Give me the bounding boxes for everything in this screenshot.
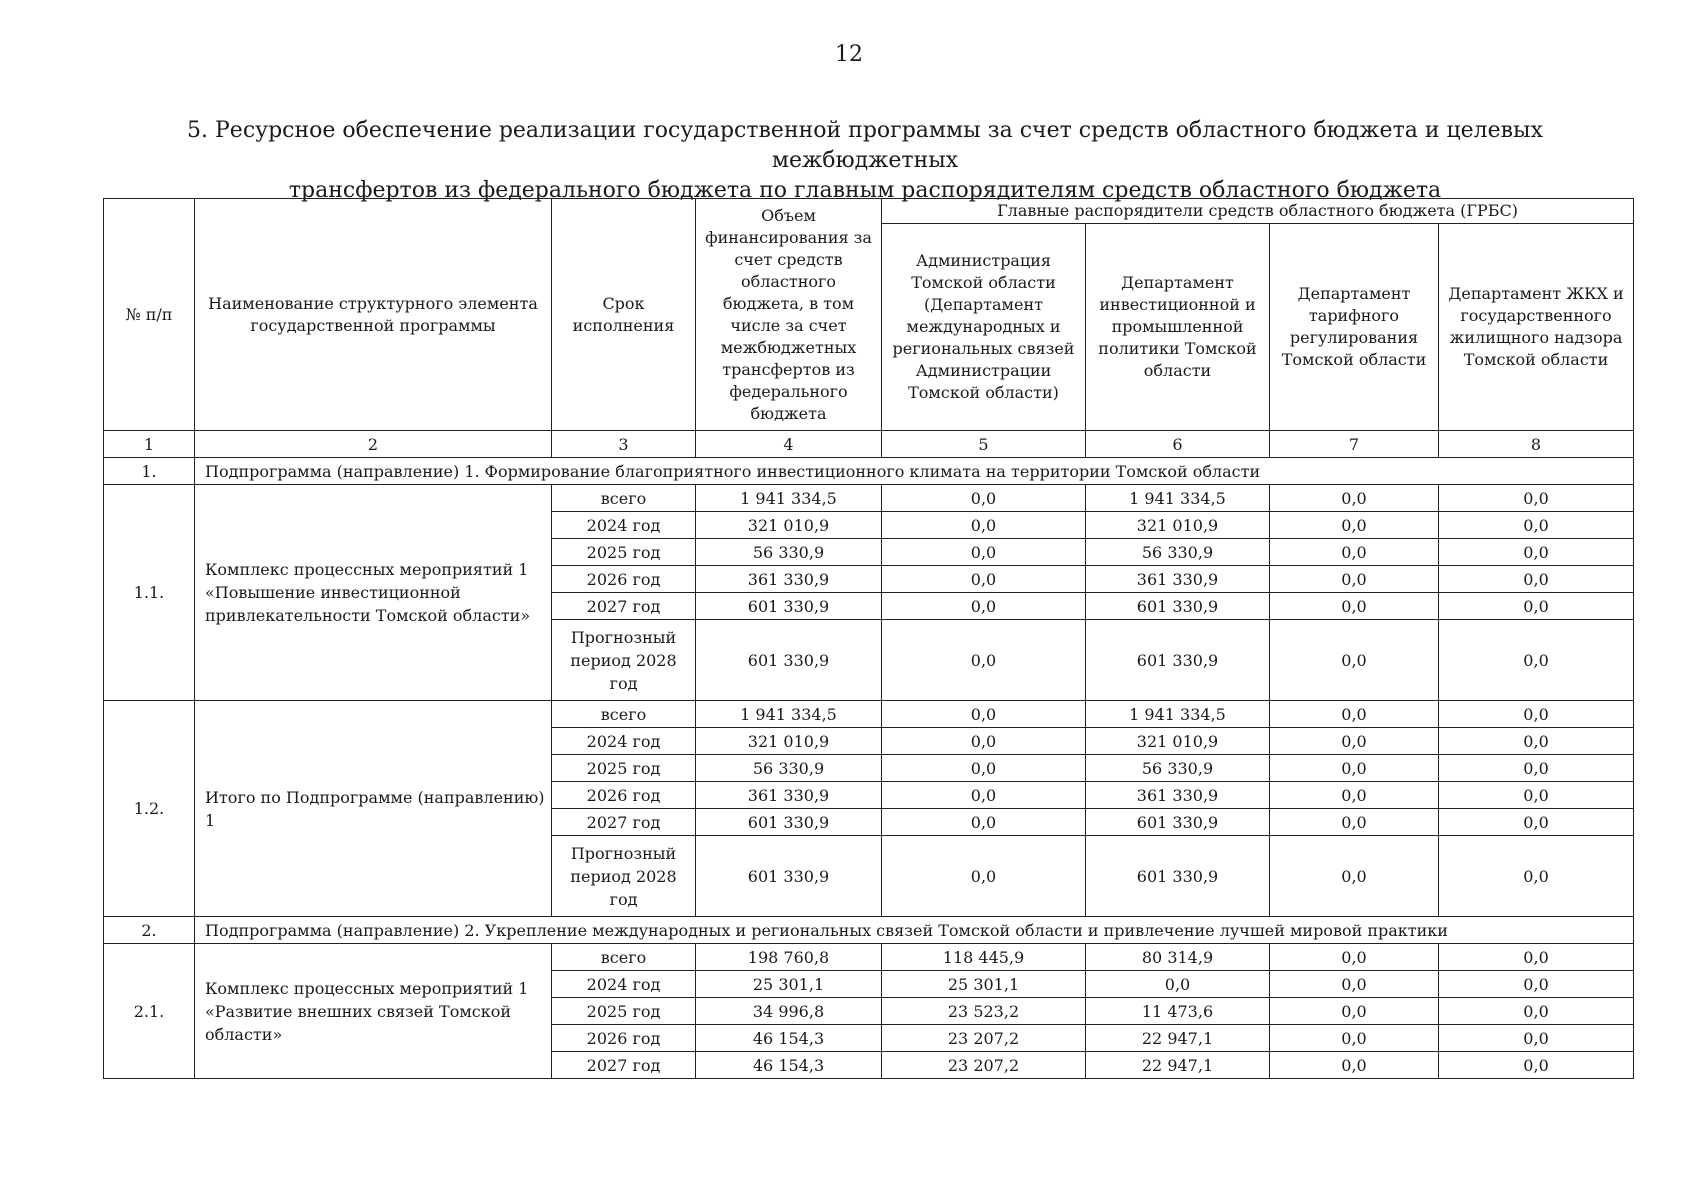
- term-cell: 2027 год: [552, 593, 696, 620]
- term-cell: 2026 год: [552, 566, 696, 593]
- admin-cell: 0,0: [882, 728, 1086, 755]
- term-cell: 2024 год: [552, 728, 696, 755]
- admin-cell: 0,0: [882, 566, 1086, 593]
- admin-cell: 0,0: [882, 809, 1086, 836]
- term-cell: Прогнозный период 2028 год: [552, 836, 696, 917]
- admin-cell: 23 207,2: [882, 1025, 1086, 1052]
- tariff-cell: 0,0: [1270, 1025, 1439, 1052]
- volume-cell: 601 330,9: [696, 809, 882, 836]
- invest-cell: 56 330,9: [1086, 755, 1270, 782]
- tariff-cell: 0,0: [1270, 728, 1439, 755]
- invest-cell: 601 330,9: [1086, 620, 1270, 701]
- volume-cell: 321 010,9: [696, 728, 882, 755]
- invest-cell: 22 947,1: [1086, 1025, 1270, 1052]
- term-cell: всего: [552, 944, 696, 971]
- zhkh-cell: 0,0: [1439, 971, 1634, 998]
- zhkh-cell: 0,0: [1439, 755, 1634, 782]
- volume-cell: 25 301,1: [696, 971, 882, 998]
- col-number: 1: [104, 431, 195, 458]
- admin-cell: 0,0: [882, 701, 1086, 728]
- volume-cell: 601 330,9: [696, 593, 882, 620]
- tariff-cell: 0,0: [1270, 1052, 1439, 1079]
- admin-cell: 0,0: [882, 512, 1086, 539]
- header-num: № п/п: [104, 199, 195, 431]
- tariff-cell: 0,0: [1270, 809, 1439, 836]
- zhkh-cell: 0,0: [1439, 539, 1634, 566]
- admin-cell: 23 207,2: [882, 1052, 1086, 1079]
- subprogram-title: Подпрограмма (направление) 1. Формирование благоприятного инвестиционного климата на территории Томской области: [195, 458, 1634, 485]
- zhkh-cell: 0,0: [1439, 512, 1634, 539]
- invest-cell: 22 947,1: [1086, 1052, 1270, 1079]
- admin-cell: 0,0: [882, 539, 1086, 566]
- subprogram-row: [104, 458, 1634, 485]
- volume-cell: 321 010,9: [696, 512, 882, 539]
- header-admin: Администрация Томской области (Департамент международных и региональных связей Администрации Томской области): [882, 224, 1086, 431]
- header-volume: Объем финансирования за счет средств областного бюджета, в том числе за счет межбюджетных трансфертов из федерального бюджета: [696, 199, 882, 431]
- admin-cell: 0,0: [882, 755, 1086, 782]
- invest-cell: 11 473,6: [1086, 998, 1270, 1025]
- col-number: 8: [1439, 431, 1634, 458]
- page-number: 12: [835, 42, 863, 67]
- volume-cell: 1 941 334,5: [696, 485, 882, 512]
- col-number: 2: [195, 431, 552, 458]
- term-cell: 2027 год: [552, 809, 696, 836]
- section-title: [100, 116, 1630, 206]
- budget-table: [103, 198, 1634, 1079]
- tariff-cell: 0,0: [1270, 701, 1439, 728]
- title-line-1: 5. Ресурсное обеспечение реализации государственной программы за счет средств областного бюджета и целевых межбюджетных: [187, 118, 1543, 173]
- zhkh-cell: 0,0: [1439, 728, 1634, 755]
- col-number: 7: [1270, 431, 1439, 458]
- zhkh-cell: 0,0: [1439, 485, 1634, 512]
- zhkh-cell: 0,0: [1439, 809, 1634, 836]
- volume-cell: 361 330,9: [696, 566, 882, 593]
- tariff-cell: 0,0: [1270, 944, 1439, 971]
- volume-cell: 601 330,9: [696, 836, 882, 917]
- term-cell: 2025 год: [552, 539, 696, 566]
- subprogram-number: 1.: [104, 458, 195, 485]
- subprogram-row: [104, 917, 1634, 944]
- table-row: [104, 485, 1634, 512]
- header-name: Наименование структурного элемента государственной программы: [195, 199, 552, 431]
- zhkh-cell: 0,0: [1439, 1025, 1634, 1052]
- term-cell: 2025 год: [552, 755, 696, 782]
- volume-cell: 198 760,8: [696, 944, 882, 971]
- invest-cell: 601 330,9: [1086, 809, 1270, 836]
- item-name: Итого по Подпрограмме (направлению) 1: [195, 701, 552, 917]
- admin-cell: 0,0: [882, 836, 1086, 917]
- zhkh-cell: 0,0: [1439, 701, 1634, 728]
- admin-cell: 23 523,2: [882, 998, 1086, 1025]
- tariff-cell: 0,0: [1270, 782, 1439, 809]
- admin-cell: 0,0: [882, 782, 1086, 809]
- subprogram-title: Подпрограмма (направление) 2. Укрепление международных и региональных связей Томской области и привлечение лучшей мировой практики: [195, 917, 1634, 944]
- volume-cell: 46 154,3: [696, 1052, 882, 1079]
- term-cell: 2027 год: [552, 1052, 696, 1079]
- col-number: 6: [1086, 431, 1270, 458]
- term-cell: 2026 год: [552, 782, 696, 809]
- term-cell: 2024 год: [552, 512, 696, 539]
- volume-cell: 1 941 334,5: [696, 701, 882, 728]
- table-row: [104, 944, 1634, 971]
- invest-cell: 1 941 334,5: [1086, 485, 1270, 512]
- table-row: [104, 701, 1634, 728]
- invest-cell: 56 330,9: [1086, 539, 1270, 566]
- volume-cell: 46 154,3: [696, 1025, 882, 1052]
- invest-cell: 80 314,9: [1086, 944, 1270, 971]
- item-name: Комплекс процессных мероприятий 1 «Развитие внешних связей Томской области»: [195, 944, 552, 1079]
- volume-cell: 361 330,9: [696, 782, 882, 809]
- col-number: 4: [696, 431, 882, 458]
- subprogram-number: 2.: [104, 917, 195, 944]
- zhkh-cell: 0,0: [1439, 836, 1634, 917]
- invest-cell: 361 330,9: [1086, 566, 1270, 593]
- term-cell: 2024 год: [552, 971, 696, 998]
- volume-cell: 56 330,9: [696, 755, 882, 782]
- term-cell: Прогнозный период 2028 год: [552, 620, 696, 701]
- header-tariff: Департамент тарифного регулирования Томской области: [1270, 224, 1439, 431]
- invest-cell: 361 330,9: [1086, 782, 1270, 809]
- tariff-cell: 0,0: [1270, 836, 1439, 917]
- header-invest: Департамент инвестиционной и промышленной политики Томской области: [1086, 224, 1270, 431]
- tariff-cell: 0,0: [1270, 539, 1439, 566]
- item-number: 1.2.: [104, 701, 195, 917]
- invest-cell: 321 010,9: [1086, 512, 1270, 539]
- header-zhkh: Департамент ЖКХ и государственного жилищного надзора Томской области: [1439, 224, 1634, 431]
- tariff-cell: 0,0: [1270, 593, 1439, 620]
- tariff-cell: 0,0: [1270, 485, 1439, 512]
- admin-cell: 0,0: [882, 620, 1086, 701]
- header-grbs: Главные распорядители средств областного бюджета (ГРБС): [882, 199, 1634, 224]
- column-numbers-row: [104, 431, 1634, 458]
- zhkh-cell: 0,0: [1439, 566, 1634, 593]
- tariff-cell: 0,0: [1270, 971, 1439, 998]
- term-cell: 2025 год: [552, 998, 696, 1025]
- tariff-cell: 0,0: [1270, 566, 1439, 593]
- invest-cell: 601 330,9: [1086, 836, 1270, 917]
- invest-cell: 0,0: [1086, 971, 1270, 998]
- tariff-cell: 0,0: [1270, 755, 1439, 782]
- zhkh-cell: 0,0: [1439, 782, 1634, 809]
- invest-cell: 321 010,9: [1086, 728, 1270, 755]
- col-number: 5: [882, 431, 1086, 458]
- zhkh-cell: 0,0: [1439, 998, 1634, 1025]
- admin-cell: 25 301,1: [882, 971, 1086, 998]
- tariff-cell: 0,0: [1270, 512, 1439, 539]
- header-term: Срок исполнения: [552, 199, 696, 431]
- volume-cell: 34 996,8: [696, 998, 882, 1025]
- zhkh-cell: 0,0: [1439, 1052, 1634, 1079]
- term-cell: всего: [552, 701, 696, 728]
- admin-cell: 0,0: [882, 485, 1086, 512]
- term-cell: всего: [552, 485, 696, 512]
- item-number: 1.1.: [104, 485, 195, 701]
- volume-cell: 56 330,9: [696, 539, 882, 566]
- volume-cell: 601 330,9: [696, 620, 882, 701]
- admin-cell: 0,0: [882, 593, 1086, 620]
- tariff-cell: 0,0: [1270, 998, 1439, 1025]
- item-number: 2.1.: [104, 944, 195, 1079]
- tariff-cell: 0,0: [1270, 620, 1439, 701]
- invest-cell: 1 941 334,5: [1086, 701, 1270, 728]
- invest-cell: 601 330,9: [1086, 593, 1270, 620]
- admin-cell: 118 445,9: [882, 944, 1086, 971]
- item-name: Комплекс процессных мероприятий 1 «Повышение инвестиционной привлекательности Томской области»: [195, 485, 552, 701]
- zhkh-cell: 0,0: [1439, 620, 1634, 701]
- term-cell: 2026 год: [552, 1025, 696, 1052]
- col-number: 3: [552, 431, 696, 458]
- zhkh-cell: 0,0: [1439, 593, 1634, 620]
- zhkh-cell: 0,0: [1439, 944, 1634, 971]
- title-line-2: трансфертов из федерального бюджета по главным распорядителям средств областного бюджета: [288, 178, 1442, 203]
